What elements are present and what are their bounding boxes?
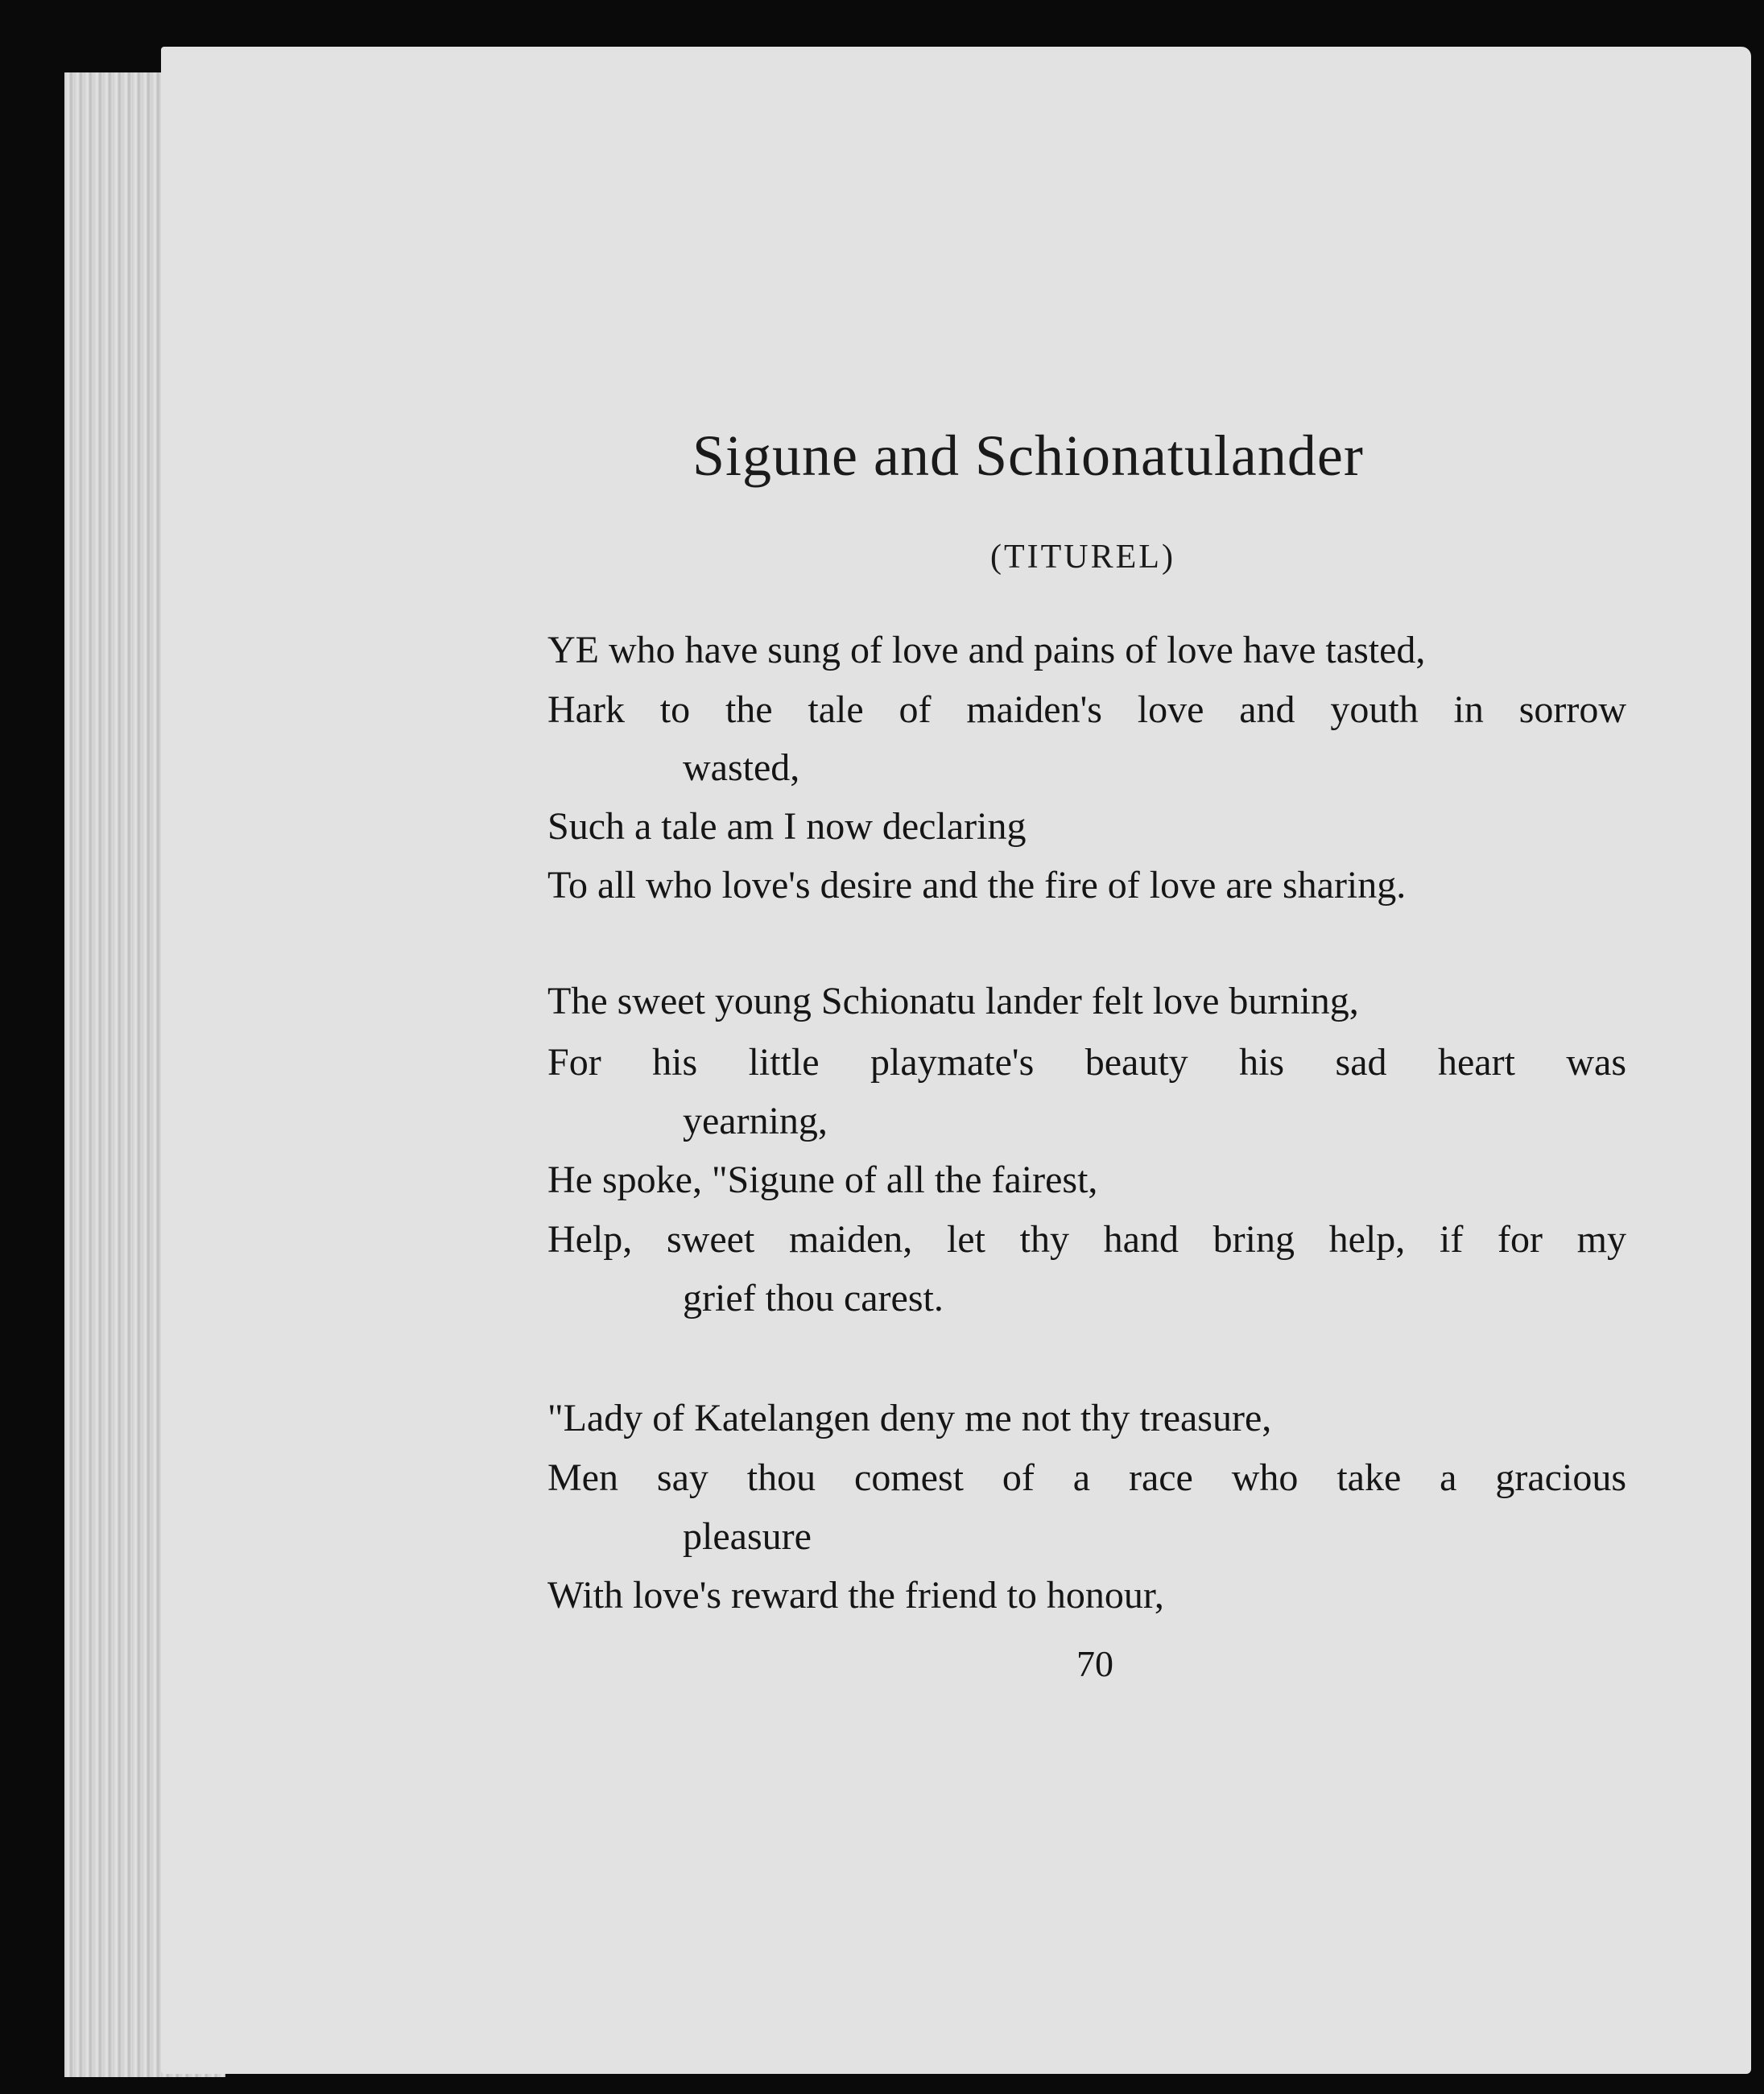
poem-line: Men say thou comest of a race who take a gracious — [547, 1456, 1626, 1499]
poem-line: "Lady of Katelangen deny me not thy treasure, — [547, 1397, 1272, 1439]
poem-line: Hark to the tale of maiden's love and youth in sorrow — [547, 688, 1626, 731]
poem-line: Such a tale am I now declaring — [547, 805, 1027, 848]
poem-line-continuation: yearning, — [683, 1100, 828, 1142]
page-number: 70 — [1076, 1643, 1113, 1684]
poem-line: YE who have sung of love and pains of love have tasted, — [547, 629, 1426, 671]
poem-line-continuation: grief thou carest. — [683, 1277, 944, 1320]
poem-line: To all who love's desire and the fire of love are sharing. — [547, 864, 1407, 907]
poem-line-continuation: pleasure — [683, 1515, 812, 1558]
poem-line: Help, sweet maiden, let thy hand bring help, if for my — [547, 1218, 1626, 1261]
poem-line: With love's reward the friend to honour, — [547, 1574, 1164, 1617]
poem-line: The sweet young Schionatu lander felt love burning, — [547, 980, 1359, 1022]
page-subtitle: (TITUREL) — [990, 539, 1175, 576]
poem-line: He spoke, "Sigune of all the fairest, — [547, 1159, 1098, 1201]
page-title: Sigune and Schionatulander — [692, 423, 1364, 488]
poem-line: For his little playmate's beauty his sad heart was — [547, 1041, 1626, 1084]
poem-line-continuation: wasted, — [683, 746, 800, 789]
